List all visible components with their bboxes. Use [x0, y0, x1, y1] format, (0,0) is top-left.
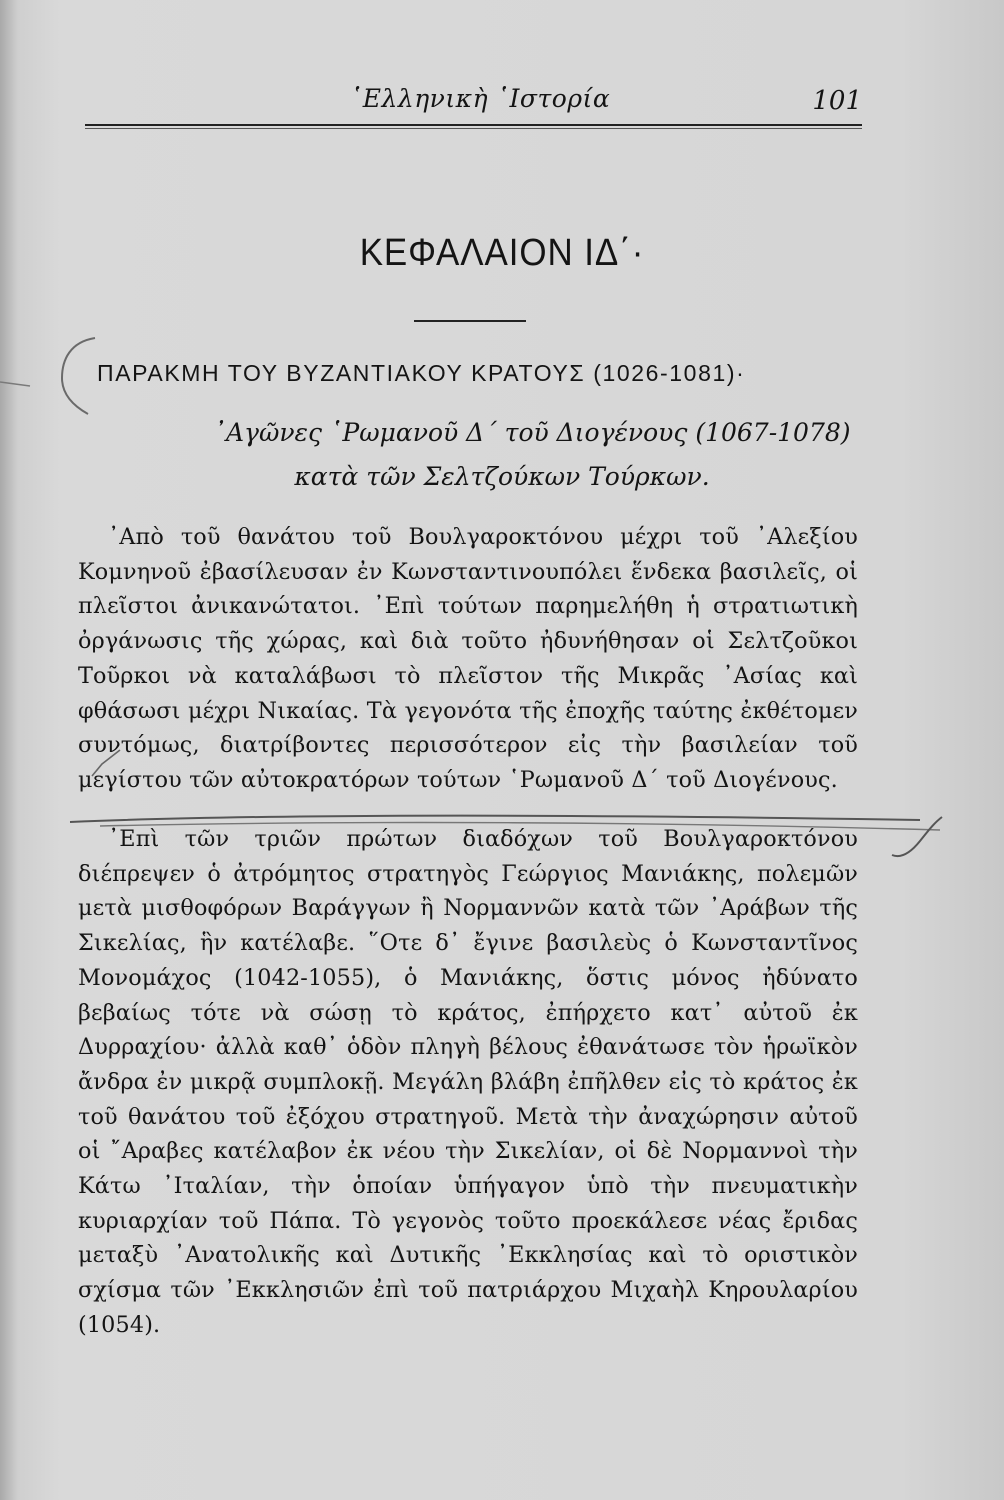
- section-subtitle-line2: κατὰ τῶν Σελτζούκων Τούρκων.: [294, 462, 710, 491]
- chapter-rule: [414, 320, 526, 322]
- section-title: ΠΑΡΑΚΜΗ ΤΟΥ ΒΥΖΑΝΤΙΑΚΟΥ ΚΡΑΤΟΥΣ (1026-1081)·: [97, 360, 746, 386]
- header-rule-thin: [85, 128, 862, 129]
- pencil-bracket-mark: [0, 330, 110, 450]
- pencil-underline-mark: [60, 800, 960, 840]
- body-paragraph-2: ᾿Επὶ τῶν τριῶν πρώτων διαδόχων τοῦ Βουλγαροκτόνου διέπρεψεν ὁ ἀτρόμητος στρατηγὸς Γεώργιος Μανιάκης, πολεμῶν μετὰ μισθοφόρων Βαράγγων ἢ Νορμαννῶν κατὰ τῶν ᾿Αράβων τῆς Σικελίας, ἣν κατέλαβε. ῞Οτε δ᾿ ἔγινε βασιλεὺς ὁ Κωνσταντῖνος Μονομάχος (1042-1055), ὁ Μανιάκης, ὅστις μόνος ἠδύνατο βεβαίως τότε νὰ σώσῃ τὸ κράτος, ἐπήρχετο κατ᾿ αὐτοῦ ἐκ Δυρραχίου· ἀλλὰ καθ᾿ ὁδὸν πληγὴ βέλους ἐθανάτωσε τὸν ἡρωϊκὸν ἄνδρα ἐν μικρᾷ συμπλοκῇ. Μεγάλη βλάβη ἐπῆλθεν εἰς τὸ κράτος ἐκ τοῦ θανάτου τοῦ ἐξόχου στρατηγοῦ. Μετὰ τὴν ἀναχώρησιν αὐτοῦ οἱ ῎Αραβες κατέλαβον ἐκ νέου τὴν Σικελίαν, οἱ δὲ Νορμαννοὶ τὴν Κάτω ᾿Ιταλίαν, τὴν ὁποίαν ὑπήγαγον ὑπὸ τὴν πνευματικὴν κυριαρχίαν τοῦ Πάπα. Τὸ γεγονὸς τοῦτο προεκάλεσε νέας ἔριδας μεταξὺ ᾿Ανατολικῆς καὶ Δυτικῆς ᾿Εκκλησίας καὶ τὸ οριστικὸν σχίσμα τῶν ᾿Εκκλησιῶν ἐπὶ τοῦ πατριάρχου Μιχαὴλ Κηρουλαρίου (1054).: [78, 826, 858, 1338]
- pencil-check-mark: [888, 815, 948, 870]
- running-head: [85, 84, 862, 124]
- running-title: ῾Ελληνικὴ ῾Ιστορία: [349, 84, 611, 113]
- page-number: 101: [812, 86, 862, 116]
- body-paragraph-1: ᾿Απὸ τοῦ θανάτου τοῦ Βουλγαροκτόνου μέχρι τοῦ ᾿Αλεξίου Κομνηνοῦ ἐβασίλευσαν ἐν Κωνσταντινουπόλει ἕνδεκα βασιλεῖς, οἱ πλεῖστοι ἀνικανώτατοι. ᾿Επὶ τούτων παρημελήθη ἡ στρατιωτικὴ ὀργάνωσις τῆς χώρας, καὶ διὰ τοῦτο ἠδυνήθησαν οἱ Σελτζοῦκοι Τοῦρκοι νὰ καταλάβωσι τὸ πλεῖστον τῆς Μικρᾶς ᾿Ασίας καὶ φθάσωσι μέχρι Νικαίας. Τὰ γεγονότα τῆς ἐποχῆς ταύτης ἐκθέτομεν συντόμως, διατρίβοντες περισσότερον εἰς τὴν βασιλείαν τοῦ μεγίστου τῶν αὐτοκρατόρων τούτων ῾Ρωμανοῦ Δ΄ τοῦ Διογένους.: [78, 524, 858, 793]
- pencil-pointer-mark: [62, 740, 132, 780]
- section-subtitle-line1: ᾿Αγῶνες ῾Ρωμανοῦ Δ΄ τοῦ Διογένους (1067-1078): [213, 418, 851, 447]
- header-rule: [85, 124, 862, 126]
- chapter-title: ΚΕΦΑΛΑΙΟΝ ΙΔ΄·: [359, 232, 645, 274]
